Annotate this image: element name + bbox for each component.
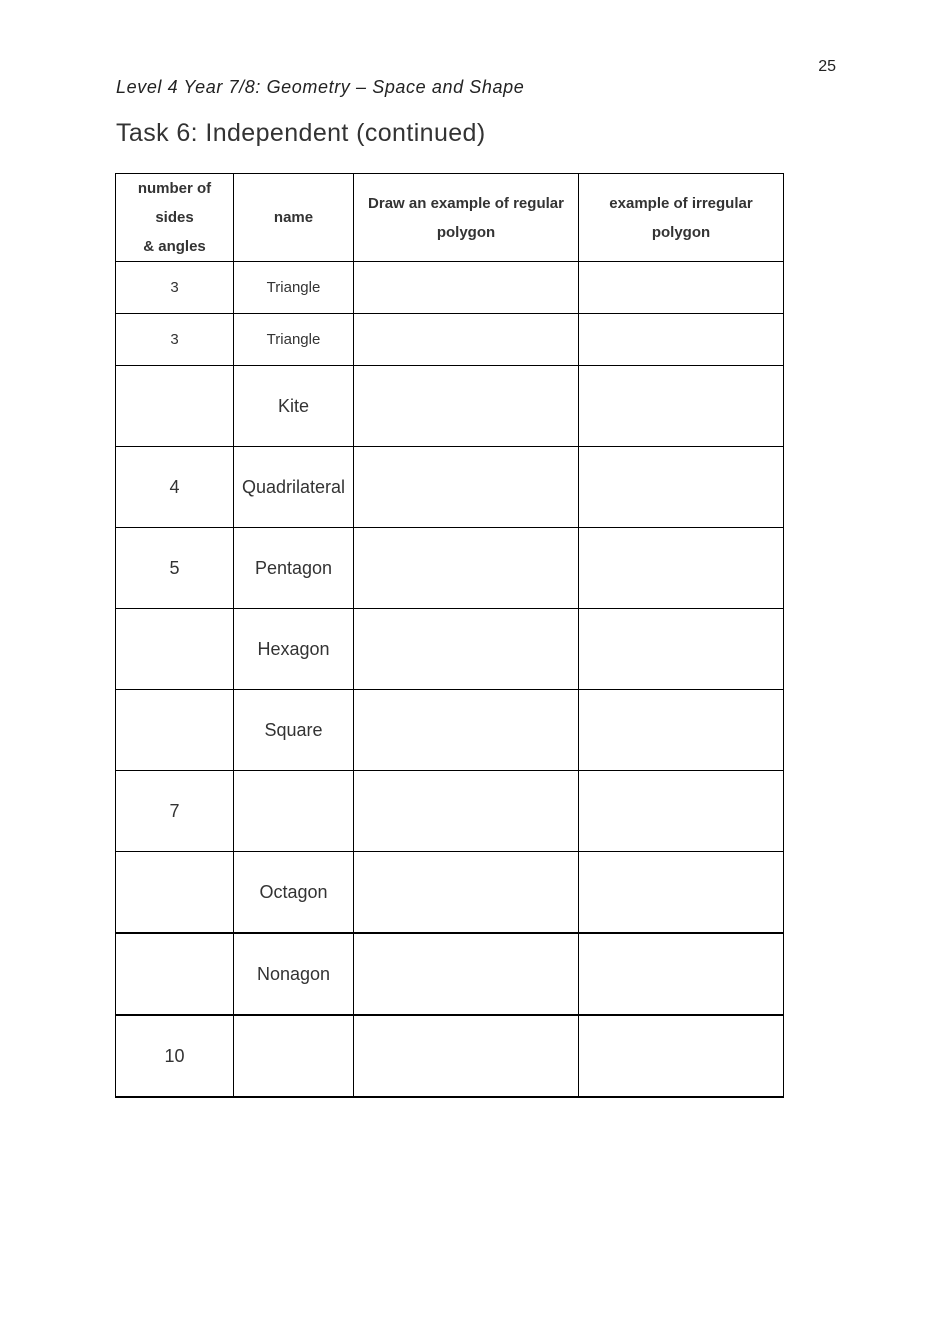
irregular-drawing-cell[interactable] [579, 314, 784, 366]
sides-cell[interactable] [116, 852, 234, 934]
name-cell[interactable] [234, 1015, 354, 1097]
table-row [116, 771, 784, 852]
table-row [116, 1015, 784, 1097]
header-name: name [234, 174, 354, 262]
sides-cell[interactable] [116, 366, 234, 447]
name-cell: Pentagon [234, 528, 354, 609]
sides-cell: 3 [116, 262, 234, 314]
page-title: Task 6: Independent (continued) [116, 119, 486, 147]
page-number: 25 [818, 58, 836, 75]
irregular-drawing-cell[interactable] [579, 933, 784, 1015]
table-row [116, 933, 784, 1015]
header-sides-angles [116, 174, 234, 262]
regular-drawing-cell[interactable] [354, 366, 579, 447]
regular-drawing-cell[interactable] [354, 314, 579, 366]
regular-drawing-cell[interactable] [354, 690, 579, 771]
name-cell: Hexagon [234, 609, 354, 690]
regular-drawing-cell[interactable] [354, 609, 579, 690]
header-sides-line-3: & angles [143, 238, 206, 255]
name-cell: Triangle [234, 262, 354, 314]
regular-drawing-cell[interactable] [354, 933, 579, 1015]
sides-cell: 10 [116, 1015, 234, 1097]
irregular-drawing-cell[interactable] [579, 366, 784, 447]
polygon-table [115, 173, 784, 1098]
table-row [116, 690, 784, 771]
table-row [116, 366, 784, 447]
irregular-drawing-cell[interactable] [579, 852, 784, 934]
regular-drawing-cell[interactable] [354, 528, 579, 609]
header-irregular-line-1: example of irregular [609, 194, 753, 212]
name-cell: Square [234, 690, 354, 771]
regular-drawing-cell[interactable] [354, 447, 579, 528]
irregular-drawing-cell[interactable] [579, 609, 784, 690]
name-cell: Quadrilateral [234, 447, 354, 528]
name-cell[interactable] [234, 771, 354, 852]
name-cell: Kite [234, 366, 354, 447]
table-row [116, 447, 784, 528]
regular-drawing-cell[interactable] [354, 852, 579, 934]
header-sides-line-2: sides [155, 209, 194, 226]
irregular-drawing-cell[interactable] [579, 1015, 784, 1097]
regular-drawing-cell[interactable] [354, 1015, 579, 1097]
table-row [116, 314, 784, 366]
header-sides-line-1: number of [137, 180, 212, 197]
name-cell: Nonagon [234, 933, 354, 1015]
header-irregular-polygon [579, 174, 784, 262]
sides-cell[interactable] [116, 690, 234, 771]
irregular-drawing-cell[interactable] [579, 690, 784, 771]
header-regular-line-2: polygon [436, 223, 496, 241]
sides-cell: 7 [116, 771, 234, 852]
header-irregular-line-2: polygon [651, 223, 711, 241]
regular-drawing-cell[interactable] [354, 262, 579, 314]
irregular-drawing-cell[interactable] [579, 447, 784, 528]
sides-cell: 4 [116, 447, 234, 528]
table-row [116, 609, 784, 690]
name-cell: Octagon [234, 852, 354, 934]
table-row [116, 852, 784, 934]
irregular-drawing-cell[interactable] [579, 771, 784, 852]
sides-cell: 5 [116, 528, 234, 609]
irregular-drawing-cell[interactable] [579, 528, 784, 609]
table-row [116, 262, 784, 314]
table-header-row [116, 174, 784, 262]
running-header: Level 4 Year 7/8: Geometry – Space and Shape [116, 77, 525, 97]
sides-cell[interactable] [116, 933, 234, 1015]
regular-drawing-cell[interactable] [354, 771, 579, 852]
header-regular-line-1: Draw an example of regular [368, 194, 564, 212]
header-regular-polygon [354, 174, 579, 262]
table-row [116, 528, 784, 609]
irregular-drawing-cell[interactable] [579, 262, 784, 314]
name-cell: Triangle [234, 314, 354, 366]
sides-cell: 3 [116, 314, 234, 366]
sides-cell[interactable] [116, 609, 234, 690]
